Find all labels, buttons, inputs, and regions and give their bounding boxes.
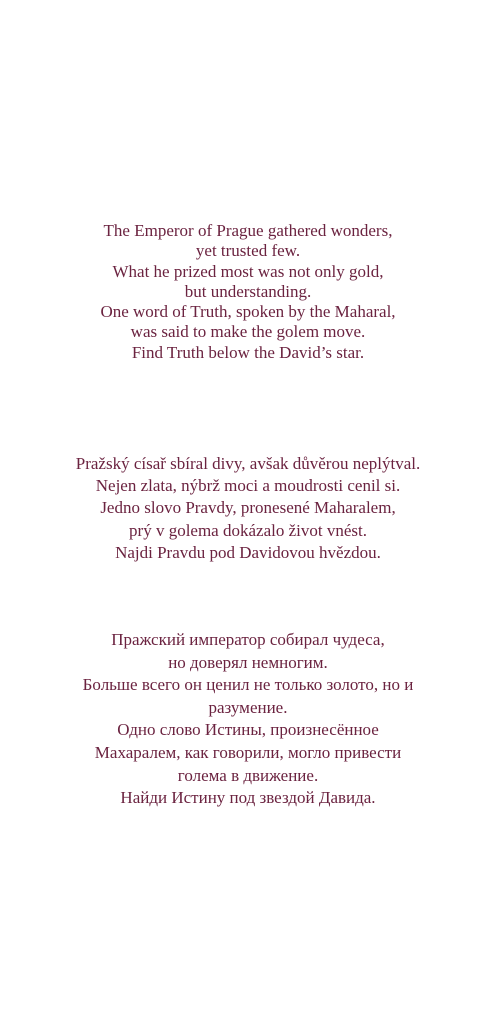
russian-line-5: Одно слово Истины, произнесённое — [117, 720, 379, 740]
english-line-3: What he prized most was not only gold, — [112, 261, 384, 281]
russian-line-8: Найди Истину под звездой Давида. — [120, 788, 376, 808]
czech-line-5: Najdi Pravdu pod Davidovou hvězdou. — [115, 542, 381, 562]
czech-line-2: Nejen zlata, nýbrž moci a moudrosti cenil si. — [95, 476, 401, 496]
czech-line-3: Jedno slovo Pravdy, pronesené Maharalem, — [100, 498, 396, 518]
czech-line-1: Pražský císař sbíral divy, avšak důvěrou neplýtval. — [75, 454, 421, 473]
english-verse — [0, 221, 496, 363]
russian-line-1: Пражский император собирал чудеса, — [111, 630, 385, 649]
english-line-1: The Emperor of Prague gathered wonders, — [103, 221, 393, 240]
english-line-6: was said to make the golem move. — [130, 322, 366, 342]
russian-verse — [0, 629, 496, 810]
english-line-7: Find Truth below the David’s star. — [131, 342, 365, 362]
czech-verse — [0, 453, 496, 564]
english-line-5: One word of Truth, spoken by the Maharal, — [100, 302, 396, 322]
russian-line-7: голема в движение. — [177, 765, 319, 785]
english-line-2: yet trusted few. — [195, 241, 301, 261]
russian-line-6: Махаралем, как говорили, могло привести — [94, 742, 402, 762]
russian-line-4: разумение. — [208, 697, 288, 717]
english-line-4: but understanding. — [184, 281, 312, 301]
russian-line-2: но доверял немногим. — [168, 652, 328, 672]
czech-line-4: prý v golema dokázalo život vnést. — [129, 520, 367, 540]
russian-line-3: Больше всего он ценил не только золото, но и — [82, 675, 414, 695]
